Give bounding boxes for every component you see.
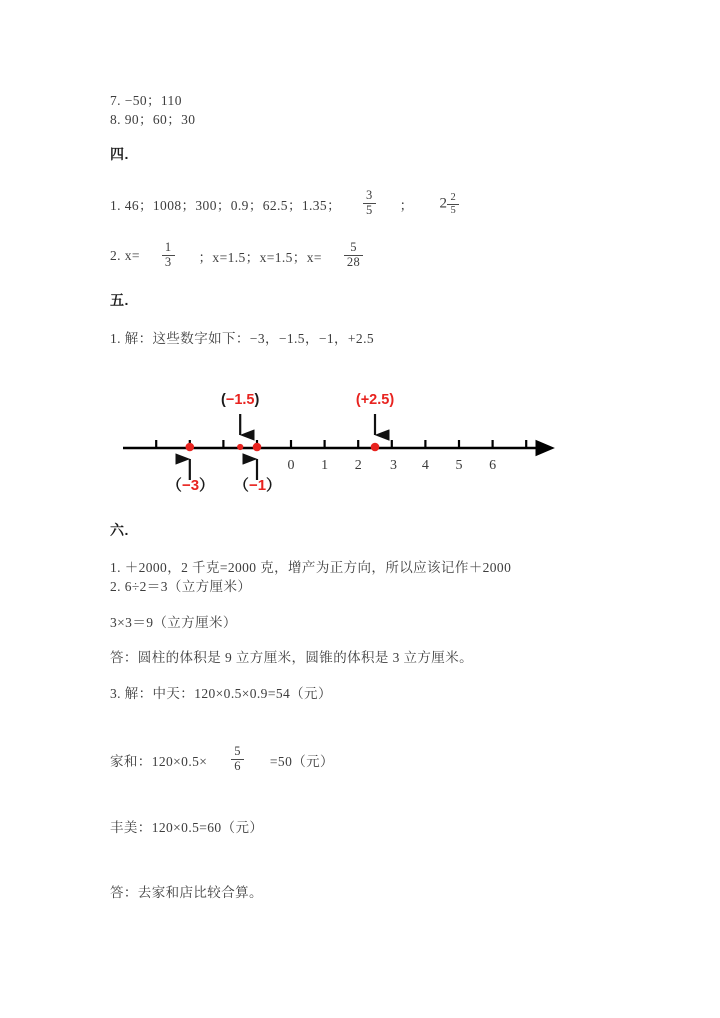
annotation-open-paren: ( — [355, 392, 361, 408]
item-3b-suffix: =50（元） — [269, 754, 334, 769]
fraction-numerator: 5 — [234, 744, 241, 758]
mixed-whole: 2 — [439, 195, 448, 212]
annotation-open-paren: （ — [233, 477, 249, 492]
point-minus-1-5 — [237, 444, 243, 450]
section-six-answer-1: 答：圆柱的体积是 9 立方厘米，圆锥的体积是 3 立方厘米。 — [110, 650, 473, 665]
tick-label-6: 6 — [489, 458, 497, 473]
fraction-one-third — [162, 241, 175, 269]
item-2-prefix: 2. x= — [110, 248, 140, 263]
tick-label-4: 4 — [421, 458, 429, 473]
number-line-figure — [110, 372, 560, 492]
section-five-item-1: 1. 解：这些数字如下：−3，−1.5，−1，+2.5 — [110, 331, 375, 346]
mixed-number-two-and-two-fifths — [440, 192, 460, 216]
tick-label-2: 2 — [354, 458, 362, 473]
section-six-item-3: 3. 解：中天：120×0.5×0.9=54（元） — [110, 686, 332, 701]
fraction-denominator: 28 — [344, 255, 363, 270]
section-six-item-2b: 3×3＝9（立方厘米） — [110, 615, 237, 630]
section-heading-five: 五. — [110, 292, 129, 308]
annotation-value: −1 — [248, 477, 267, 492]
axis-tick-labels — [288, 458, 497, 473]
item-3b-prefix: 家和：120×0.5× — [110, 754, 208, 769]
tick-label-3: 3 — [390, 458, 397, 473]
annotation-value: −1.5 — [225, 392, 255, 408]
annotation-open-paren: （ — [166, 477, 182, 492]
fraction-denominator: 5 — [363, 203, 376, 218]
point-minus-1 — [253, 443, 262, 452]
above-annotations — [221, 392, 394, 408]
section-heading-six: 六. — [110, 522, 129, 538]
section-six-item-1: 1. ＋2000，2 千克=2000 克，增产为正方向，所以应该记作＋2000 — [110, 560, 512, 575]
section-four-item-2 — [110, 242, 365, 270]
annotation-close-paren: ） — [199, 477, 215, 492]
item-1-prefix: 1. 46；1008；300；0.9；62.5；1.35； — [110, 198, 341, 213]
fraction-denominator: 6 — [231, 759, 244, 774]
fraction-numerator: 5 — [350, 240, 357, 254]
annotation-minus-3 — [167, 476, 214, 492]
fraction-denominator: 3 — [162, 255, 175, 270]
section-six-item-2: 2. 6÷2＝3（立方厘米） — [110, 579, 252, 594]
section-six-item-3c: 丰美：120×0.5=60（元） — [110, 820, 264, 835]
answer-item-8: 8. 90；60；30 — [110, 112, 196, 127]
below-annotations — [167, 476, 281, 492]
item-1-separator: ； — [399, 198, 414, 213]
annotation-open-paren: ( — [221, 392, 226, 408]
annotation-close-paren: ) — [254, 392, 260, 408]
annotation-plus-2-5 — [356, 392, 394, 408]
fraction-three-fifths — [363, 189, 376, 217]
number-line-svg — [110, 372, 560, 492]
point-plus-2-5 — [371, 443, 380, 452]
answer-item-7: 7. −50；110 — [110, 93, 182, 108]
fraction-five-twentyeighths — [344, 241, 363, 269]
mixed-numerator: 2 — [450, 192, 457, 204]
fraction-numerator: 1 — [164, 240, 172, 254]
down-arrows — [240, 414, 375, 435]
section-six-item-3b — [110, 746, 334, 774]
mixed-denominator: 5 — [447, 204, 459, 216]
section-six-answer-2: 答：去家和店比较合算。 — [110, 885, 263, 900]
fraction-five-sixths — [231, 745, 244, 773]
annotation-minus-1-5 — [221, 392, 259, 408]
point-minus-3 — [186, 443, 195, 452]
tick-label-5: 5 — [455, 458, 463, 473]
section-four-item-1 — [110, 190, 459, 218]
annotation-close-paren: ） — [266, 477, 282, 492]
section-heading-four: 四. — [110, 146, 129, 162]
fraction-numerator: 3 — [365, 188, 373, 202]
annotation-value: −3 — [181, 477, 200, 492]
item-2-middle: ；x=1.5；x=1.5；x= — [198, 250, 322, 265]
annotation-value: +2.5 — [360, 392, 390, 408]
annotation-minus-1 — [234, 476, 281, 492]
tick-label-0: 0 — [287, 458, 295, 473]
annotation-close-paren: ) — [389, 392, 395, 408]
tick-label-1: 1 — [321, 458, 329, 473]
